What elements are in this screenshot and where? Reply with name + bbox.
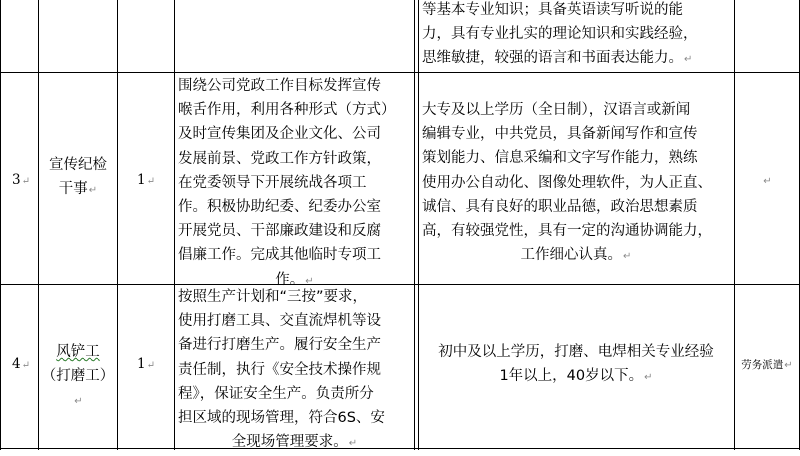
column-divider	[38, 0, 39, 450]
requirement-line: 诚信、具有良好的职业品德，政治思想素质	[422, 198, 698, 215]
requirement-line: 1年以上，40岁以下。↵	[499, 368, 653, 385]
requirement-line: 高，有较强党性，具有一定的沟通协调能力，	[422, 223, 712, 240]
position-line: （打磨工）↵	[41, 368, 115, 408]
headcount: 1↵	[137, 172, 155, 188]
position-line: 干事↵	[58, 181, 98, 198]
remark-cell: 劳务派遣↵	[741, 359, 793, 371]
duty-line: 担区域的现场管理，符合6S、安	[178, 410, 385, 427]
requirements-cell	[422, 0, 730, 73]
column-divider	[734, 0, 735, 450]
duty-line: 倡廉工作。完成其他临时专项工	[178, 247, 381, 264]
row-number: 3↵	[12, 172, 30, 188]
column-divider	[414, 0, 415, 450]
duties-cell	[178, 74, 411, 294]
requirement-line: 大专及以上学历（全日制），汉语言或新闻	[422, 102, 691, 118]
headcount: 1↵	[137, 356, 155, 372]
duty-line: 作。↵	[275, 271, 314, 288]
duty-line: 责任制，执行《安全技术操作规	[178, 361, 381, 378]
row-number: 4↵	[12, 356, 30, 372]
requirement-line: 策划能力、信息采编和文字写作能力，熟练	[422, 150, 698, 167]
requirement-line: 工作细心认真。↵	[520, 247, 632, 264]
duty-line: 在党委领导下开展统战各项工	[178, 174, 367, 191]
requirement-line: 初中及以上学历，打磨、电焊相关专业经验	[438, 344, 714, 360]
requirement-line: 等基本专业知识；具备英语读写听说的能	[422, 2, 683, 18]
duty-line: 备进行打磨生产。履行安全生产	[178, 337, 381, 354]
requirement-line: 使用办公自动化、图像处理软件，为人正直、	[422, 174, 712, 191]
duty-line: 按照生产计划和“三按”要求，	[178, 289, 368, 305]
column-divider	[174, 0, 175, 450]
duty-line: 开展党员、干部廉政建设和反腐	[178, 223, 381, 240]
duty-line: 作。积极协助纪委、纪委办公室	[178, 199, 381, 216]
column-divider	[117, 0, 118, 450]
duty-line: 使用打磨工具、交直流焊机等设	[178, 313, 381, 330]
duty-line: 及时宣传集团及企业文化、公司	[178, 126, 381, 143]
position-line: 风铲工	[56, 344, 100, 360]
requirements-cell	[422, 98, 730, 269]
requirement-line: 力，具有专业扎实的理论知识和实践经验，	[422, 26, 698, 43]
table-border-left	[0, 0, 1, 450]
duty-line: 喉舌作用，利用各种形式（方式）	[178, 102, 396, 119]
remark-text: 劳务派遣	[741, 359, 784, 371]
duty-line: 发展前景、党政工作方针政策，	[178, 150, 381, 167]
position-line: 宣传纪检	[49, 157, 107, 173]
remark-cell: ↵	[763, 176, 772, 187]
requirements-cell	[422, 340, 730, 390]
position-name	[40, 153, 116, 203]
duties-cell	[178, 285, 411, 456]
duty-line: 围绕公司党政工作目标发挥宣传	[178, 78, 381, 94]
column-divider	[418, 0, 419, 450]
position-name	[40, 340, 116, 415]
duty-line: 程》，保证安全生产。负责所分	[178, 385, 374, 402]
requirement-line: 思维敏捷，较强的语言和书面表达能力。↵	[422, 50, 693, 67]
requirement-line: 编辑专业，中共党员，具备新闻写作和宣传	[422, 126, 698, 143]
duty-line: 全现场管理要求。↵	[231, 434, 358, 451]
